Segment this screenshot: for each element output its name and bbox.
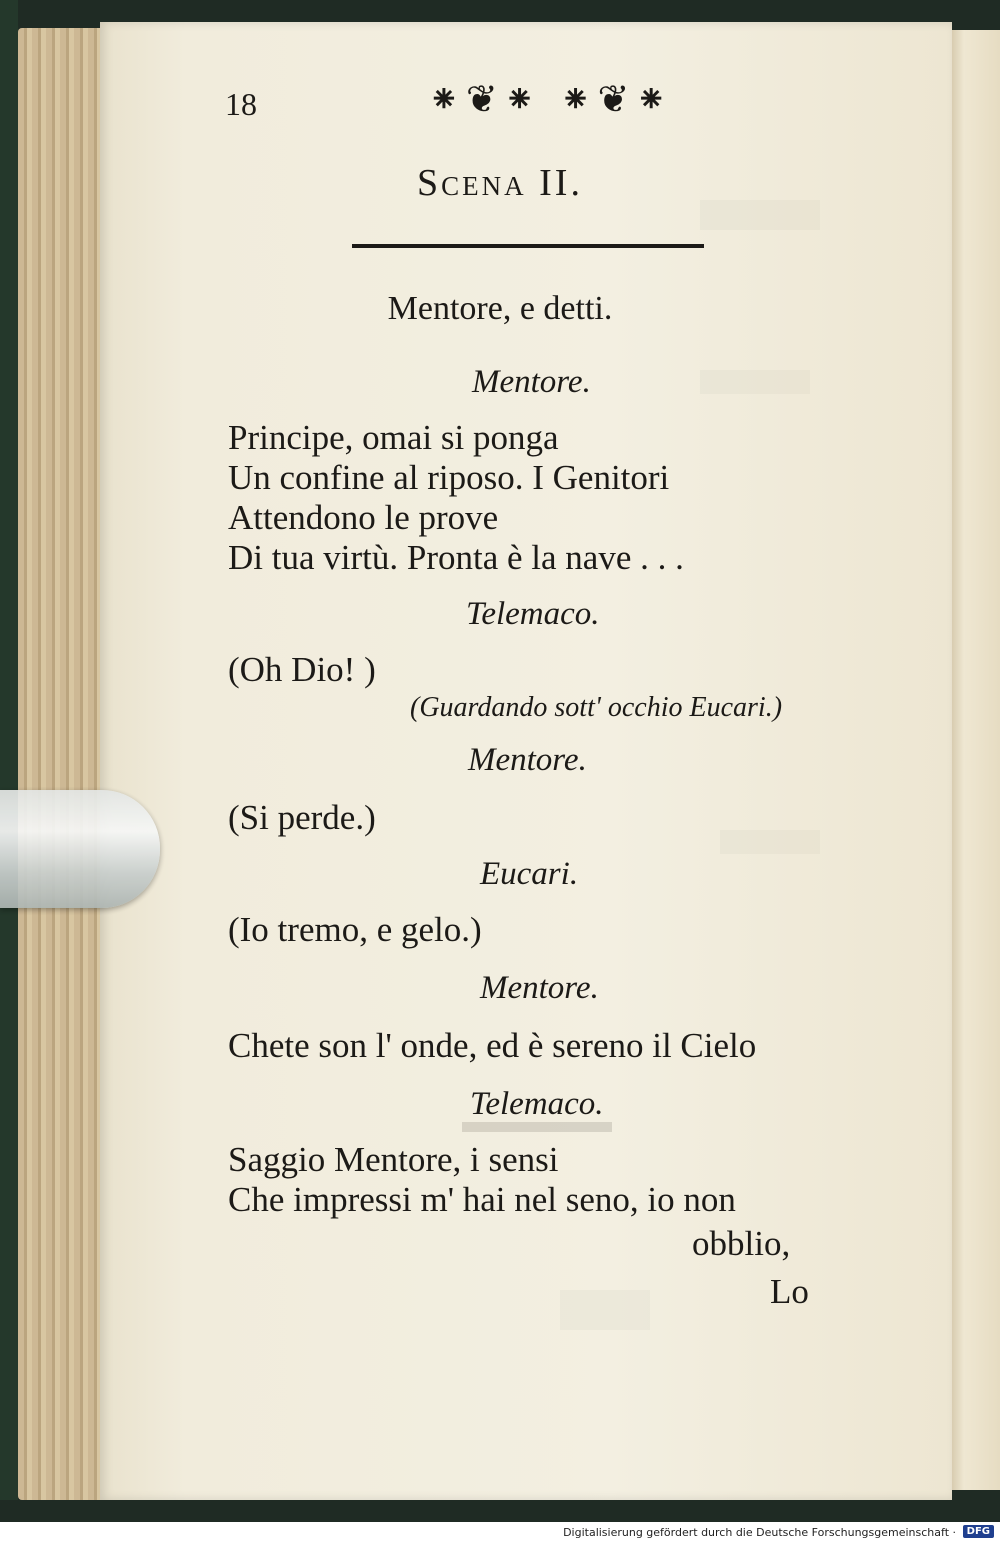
page-stack-edges: [18, 28, 108, 1500]
speaker-name: Telemaco.: [466, 596, 600, 632]
catchword: Lo: [770, 1272, 809, 1311]
page-right-edge: [952, 30, 1000, 1490]
stage-direction: (Guardando sott' occhio Eucari.): [410, 692, 783, 723]
speaker-name: Telemaco.: [470, 1086, 604, 1122]
verse-line: (Oh Dio! ): [228, 650, 376, 689]
verse-line: Chete son l' onde, ed è sereno il Cielo: [228, 1026, 757, 1065]
scene-heading: Scena II.: [417, 162, 583, 204]
cast-line: Mentore, e detti.: [387, 290, 613, 327]
speaker-name: Eucari.: [480, 856, 579, 892]
header-ornament: ⁕❦⁕ ⁕❦⁕: [428, 77, 674, 121]
verse-line-continuation: obblio,: [692, 1224, 791, 1263]
digitization-footer: [0, 1522, 1000, 1542]
digitization-credit: Digitalisierung gefördert durch die Deutsche Forschungsgemeinschaft ·: [563, 1526, 956, 1539]
bleed-through-mark: [700, 200, 820, 230]
verse-line: (Si perde.): [228, 798, 376, 837]
verse-line: Che impressi m' hai nel seno, io non: [228, 1180, 736, 1219]
page-number: 18: [225, 86, 257, 122]
speaker-name: Mentore.: [468, 742, 587, 778]
speaker-name: Mentore.: [480, 970, 599, 1006]
speaker-name: Mentore.: [472, 364, 591, 400]
bleed-through-mark: [720, 830, 820, 854]
verse-line: Di tua virtù. Pronta è la nave . . .: [228, 538, 684, 577]
dfg-logo: DFG: [963, 1525, 994, 1538]
bleed-through-mark: [560, 1290, 650, 1330]
verse-line: Attendono le prove: [228, 498, 499, 537]
bleed-through-mark: [700, 370, 810, 394]
background-bottom: [0, 1500, 1000, 1522]
verse-line: (Io tremo, e gelo.): [228, 910, 482, 949]
verse-line: Saggio Mentore, i sensi: [228, 1140, 559, 1179]
background-left: [0, 0, 18, 1522]
verse-line: Principe, omai si ponga: [228, 418, 559, 457]
page-clip-holder: [0, 790, 160, 908]
speaker-underline-mark: [462, 1122, 612, 1132]
heading-rule: [352, 244, 704, 248]
verse-line: Un confine al riposo. I Genitori: [228, 458, 670, 497]
